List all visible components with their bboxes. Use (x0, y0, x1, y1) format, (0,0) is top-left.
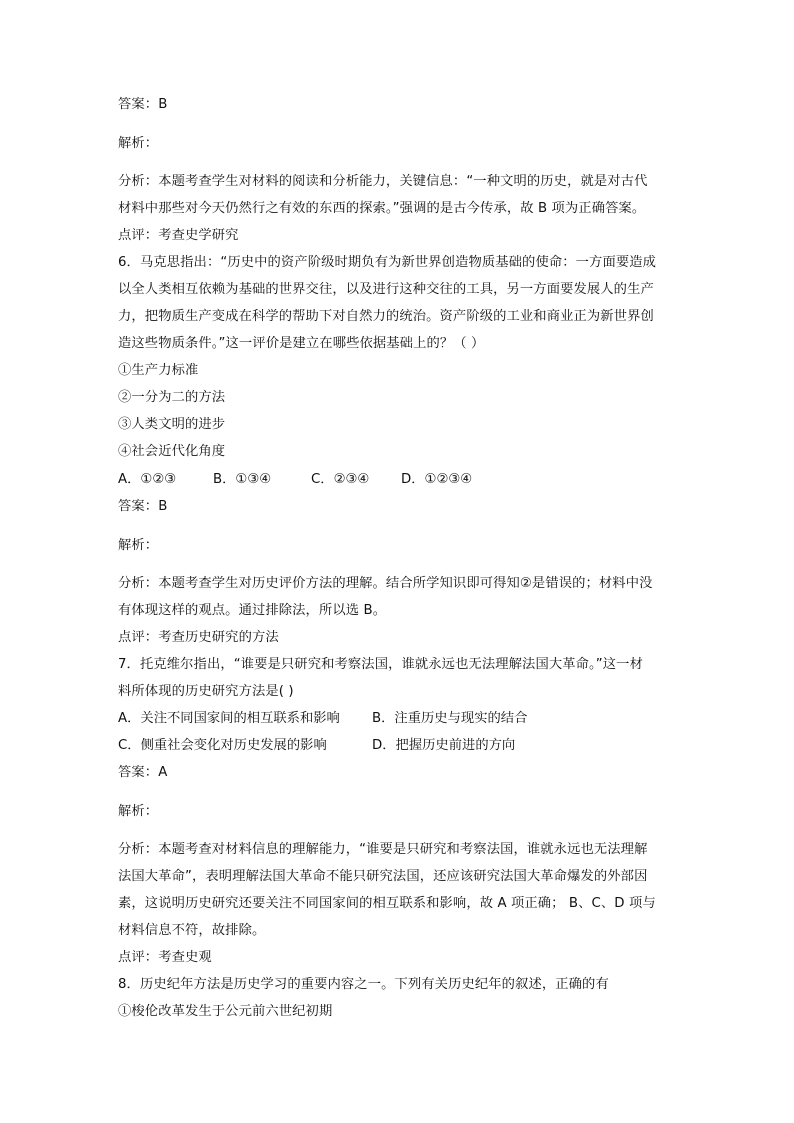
q6-item-1: ①生产力标准 (118, 363, 199, 378)
q6-comment: 点评：考查历史研究的方法 (118, 630, 279, 645)
q6-analysis-line-1: 分析：本题考查学生对历史评价方法的理解。结合所学知识即可得知②是错误的；材料中没 (118, 576, 653, 591)
q5-analysis-line-2: 材料中那些对今天仍然行之有效的东西的探索。”强调的是古今传承，故 B 项为正确答案。 (118, 201, 646, 216)
q7-analysis-label: 解析： (118, 804, 159, 819)
q6-option-d: D．①②③④ (401, 472, 473, 487)
q7-options-row-2 (118, 737, 515, 755)
q6-options (118, 471, 472, 489)
q7-option-a: A．关注不同国家间的相互联系和影响 (118, 711, 340, 726)
q6-stem-line-3: 力，把物质生产变成在科学的帮助下对自然力的统治。资产阶级的工业和商业正为新世界创 (118, 309, 654, 324)
q6-item-2: ②一分为二的方法 (118, 390, 226, 405)
q6-analysis-line-2: 有体现这样的观点。通过排除法，所以选 B。 (118, 603, 387, 618)
q7-analysis-line-2: 法国大革命”，表明理解法国大革命不能只研究法国，还应该研究法国大革命爆发的外部因 (118, 869, 648, 884)
q6-option-a: A．①②③ (118, 472, 177, 487)
q6-answer: 答案：B (118, 499, 168, 514)
q6-item-4: ④社会近代化角度 (118, 444, 226, 459)
q6-option-b: B．①③④ (213, 472, 272, 487)
q6-stem-line-4: 造这些物质条件。”这一评价是建立在哪些依据基础上的？（ ） (118, 336, 485, 351)
q6-option-c: C．②③④ (311, 472, 370, 487)
q8-item-1: ①梭伦改革发生于公元前六世纪初期 (118, 1004, 333, 1019)
q6-analysis-label: 解析： (118, 538, 159, 553)
q8-stem-line-1: 8．历史纪年方法是历史学习的重要内容之一。下列有关历史纪年的叙述，正确的有 (118, 977, 609, 992)
q7-comment: 点评：考查史观 (118, 950, 212, 965)
q7-analysis-line-4: 材料信息不符，故排除。 (118, 923, 266, 938)
q5-answer: 答案：B (118, 97, 168, 112)
q5-analysis-line-1: 分析：本题考查学生对材料的阅读和分析能力，关键信息：“一种文明的历史，就是对古代 (118, 174, 648, 189)
q7-analysis-line-1: 分析：本题考查对材料信息的理解能力，“谁要是只研究和考察法国，谁就永远也无法理解 (118, 842, 648, 857)
q7-stem-line-1: 7．托克维尔指出，“谁要是只研究和考察法国，谁就永远也无法理解法国大革命。”这一材 (118, 657, 643, 672)
q6-stem-line-1: 6．马克思指出：“历史中的资产阶级时期负有为新世界创造物质基础的使命：一方面要造成 (118, 255, 657, 270)
q7-analysis-line-3: 素，这说明历史研究还要关注不同国家间的相互联系和影响，故 A 项正确； B、C、D 项与 (118, 896, 656, 911)
q7-option-c: C．侧重社会变化对历史发展的影响 (118, 738, 327, 753)
q5-comment: 点评：考查史学研究 (118, 228, 239, 243)
q7-options-row-1 (118, 710, 527, 728)
q7-stem-line-2: 料所体现的历史研究方法是( ) (118, 684, 294, 699)
q6-stem-line-2: 以全人类相互依赖为基础的世界交往，以及进行这种交往的工具，另一方面要发展人的生产 (118, 282, 654, 297)
q7-answer: 答案：A (118, 765, 168, 780)
q6-item-3: ③人类文明的进步 (118, 417, 226, 432)
q7-option-d: D．把握历史前进的方向 (372, 738, 516, 753)
q5-analysis-label: 解析： (118, 136, 159, 151)
q7-option-b: B．注重历史与现实的结合 (372, 711, 528, 726)
